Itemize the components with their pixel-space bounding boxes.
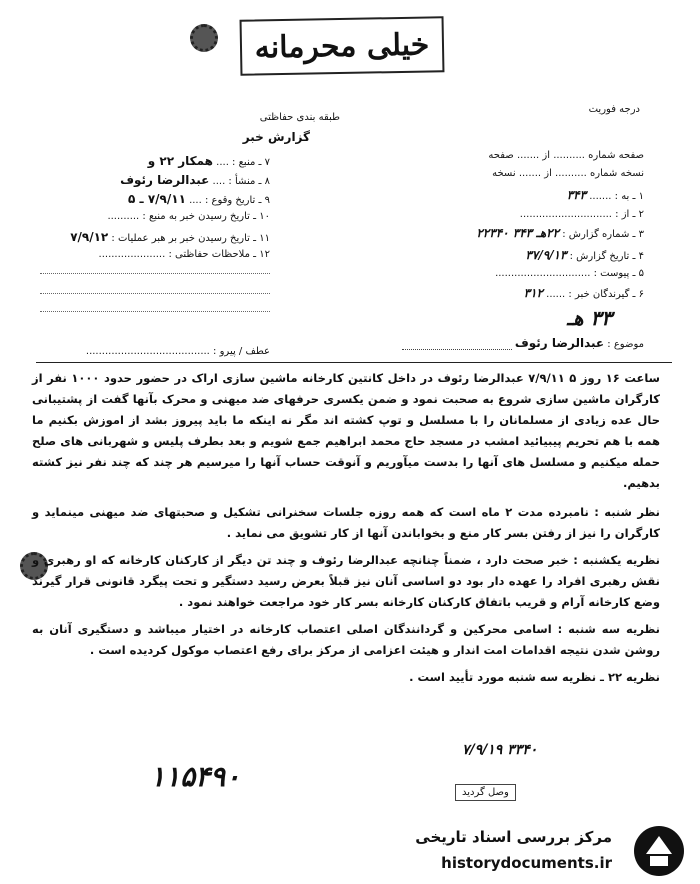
right-field-report-number: ۳ ـ شماره گزارش : ۲۲هـ ۳۴۳ ۲۲۳۴۰ bbox=[476, 226, 644, 240]
paragraph-event: ساعت ۱۶ روز ۵ ۷/۹/۱۱ عبدالرضا رئوف در داخل کانتین کارخانه ماشین سازی اراک در حضور حدود ۱۰۰۰ نفر از کارگران ماشین سازی شروع به صحبت نمود و ضمن یکسری حرفهای ضد میهنی و محرک بآنها گفت از پشتیبانی حال عده زیادی از مسلمانان را با مسلسل و توپ کشته اند مگر نه اینکه ما باید پیروز بشد از اموزش بکنیم ما همه با هم تحریم پیبیائید امشب در مسجد حاج محمد ابراهیم جمع شویم و بعد بطرف پلیس و شهربانی های صلح حمله میکنیم و مسلسل های آنها را بدست میآوریم و آنوقت حساب آنها را میرسیم هر چند که چند نفر نیز کشته بدهیم. bbox=[32, 371, 660, 490]
archive-logo-icon bbox=[632, 824, 686, 878]
dotted-line bbox=[40, 310, 270, 312]
paragraph-opinion-2: نظریه یکشنبه : خبر صحت دارد ، ضمناً چنانچه عبدالرضا رئوف و چند تن دیگر از کارکنان کارخانه که او رهبری و نقش رهبری افراد را عهده دار بود دو اساسی آنان نیز قبلاً بعرض رسید دستگیر و تحت پیگرد قانونی قرار گیرند وضع کارخانه آرام و قریب باتفاق کارکنان کارخانه بسر کار خود مراجعت خواهند نمود . bbox=[32, 553, 660, 609]
watermark-title: مرکز بررسی اسناد تاریخی bbox=[415, 828, 612, 846]
right-field-copy: نسخه شماره .......... از ....... نسخه bbox=[492, 168, 644, 179]
received-box: وصل گردید bbox=[455, 784, 516, 801]
subject-line: موضوع : عبدالرضا رئوف bbox=[402, 336, 644, 350]
urgency-label: درجه فوریت bbox=[588, 104, 640, 115]
right-field-to: ۱ ـ به : ....... ۳۴۳ bbox=[566, 188, 644, 202]
paragraph-opinion-3: نظریه سه شنبه : اسامی محرکین و گردانندگان اصلی اعتصاب کارخانه در اختیار میباشد و دستگیری آنان به روشن شدن نتیجه اقدامات امت اندار و هیئت اعزامی از مرکز برای رفع اعتصاب موکول کردیده است . bbox=[32, 622, 660, 657]
right-field-report-date: ۴ ـ تاریخ گزارش : ۳۷/۹/۱۳ bbox=[525, 248, 644, 262]
right-field-page: صفحه شماره .......... از ....... صفحه bbox=[488, 150, 644, 161]
paragraph-opinion-1: نظر شنبه : نامبرده مدت ۲ ماه است که همه روزه جلسات سخنرانی تشکیل و صحبتهای ضد میهنی مینماید و کارگران را نیز از رفتن بسر کار منع و بخواباندن آنها از کار تشویق می نماید . bbox=[32, 505, 661, 540]
separator-line bbox=[36, 362, 672, 363]
left-field-origin: ۸ ـ منشأ : .... عبدالرضا رئوف bbox=[120, 173, 270, 187]
right-field-recipients: ۶ ـ گیرندگان خبر : ...... ۳۱۲ bbox=[523, 286, 644, 300]
paragraph-opinion-4: نظریه ۲۲ ـ نظریه سه شنبه مورد تأیید است . bbox=[409, 670, 660, 684]
dotted-line bbox=[40, 292, 270, 294]
left-field-event-date: ۹ ـ تاریخ وقوع : .... ۷/۹/۱۱ ـ ۵ bbox=[128, 192, 270, 206]
left-field-received-ops: ۱۱ ـ تاریخ رسیدن خبر بر هبر عملیات : ۷/۹/۱۲ bbox=[70, 230, 270, 244]
left-field-received-source: ۱۰ ـ تاریخ رسیدن خبر به منبع : .......... bbox=[107, 211, 270, 222]
report-title: گزارش خبر bbox=[242, 130, 310, 144]
handwritten-number: ۱۱۵۴۹۰ bbox=[150, 760, 241, 793]
right-field-from: ۲ ـ از : ............................. bbox=[519, 209, 644, 220]
report-body bbox=[32, 368, 660, 688]
punch-hole-top bbox=[190, 24, 218, 52]
handwritten-code: ۳۳ هـ bbox=[567, 306, 612, 330]
left-field-security-notes: ۱۲ ـ ملاحظات حفاظتی : ..................... bbox=[98, 249, 270, 260]
classification-label: طبقه بندی حفاظتی bbox=[259, 112, 340, 123]
classification-stamp bbox=[240, 16, 445, 76]
watermark-url: historydocuments.ir bbox=[441, 854, 612, 872]
watermark-logo-bar bbox=[404, 818, 700, 884]
date-stamp: ۷/۹/۱۹ ۳۳۴۰ bbox=[462, 742, 538, 758]
right-field-attachment: ۵ ـ پیوست : .............................. bbox=[495, 268, 644, 279]
stamp-text: خیلی محرمانه bbox=[254, 26, 430, 66]
dotted-line bbox=[40, 272, 270, 274]
reference-line: عطف / پیرو : ....................................... bbox=[85, 346, 270, 357]
left-field-source: ۷ ـ منبع : .... همکار ۲۲ و bbox=[147, 154, 270, 168]
